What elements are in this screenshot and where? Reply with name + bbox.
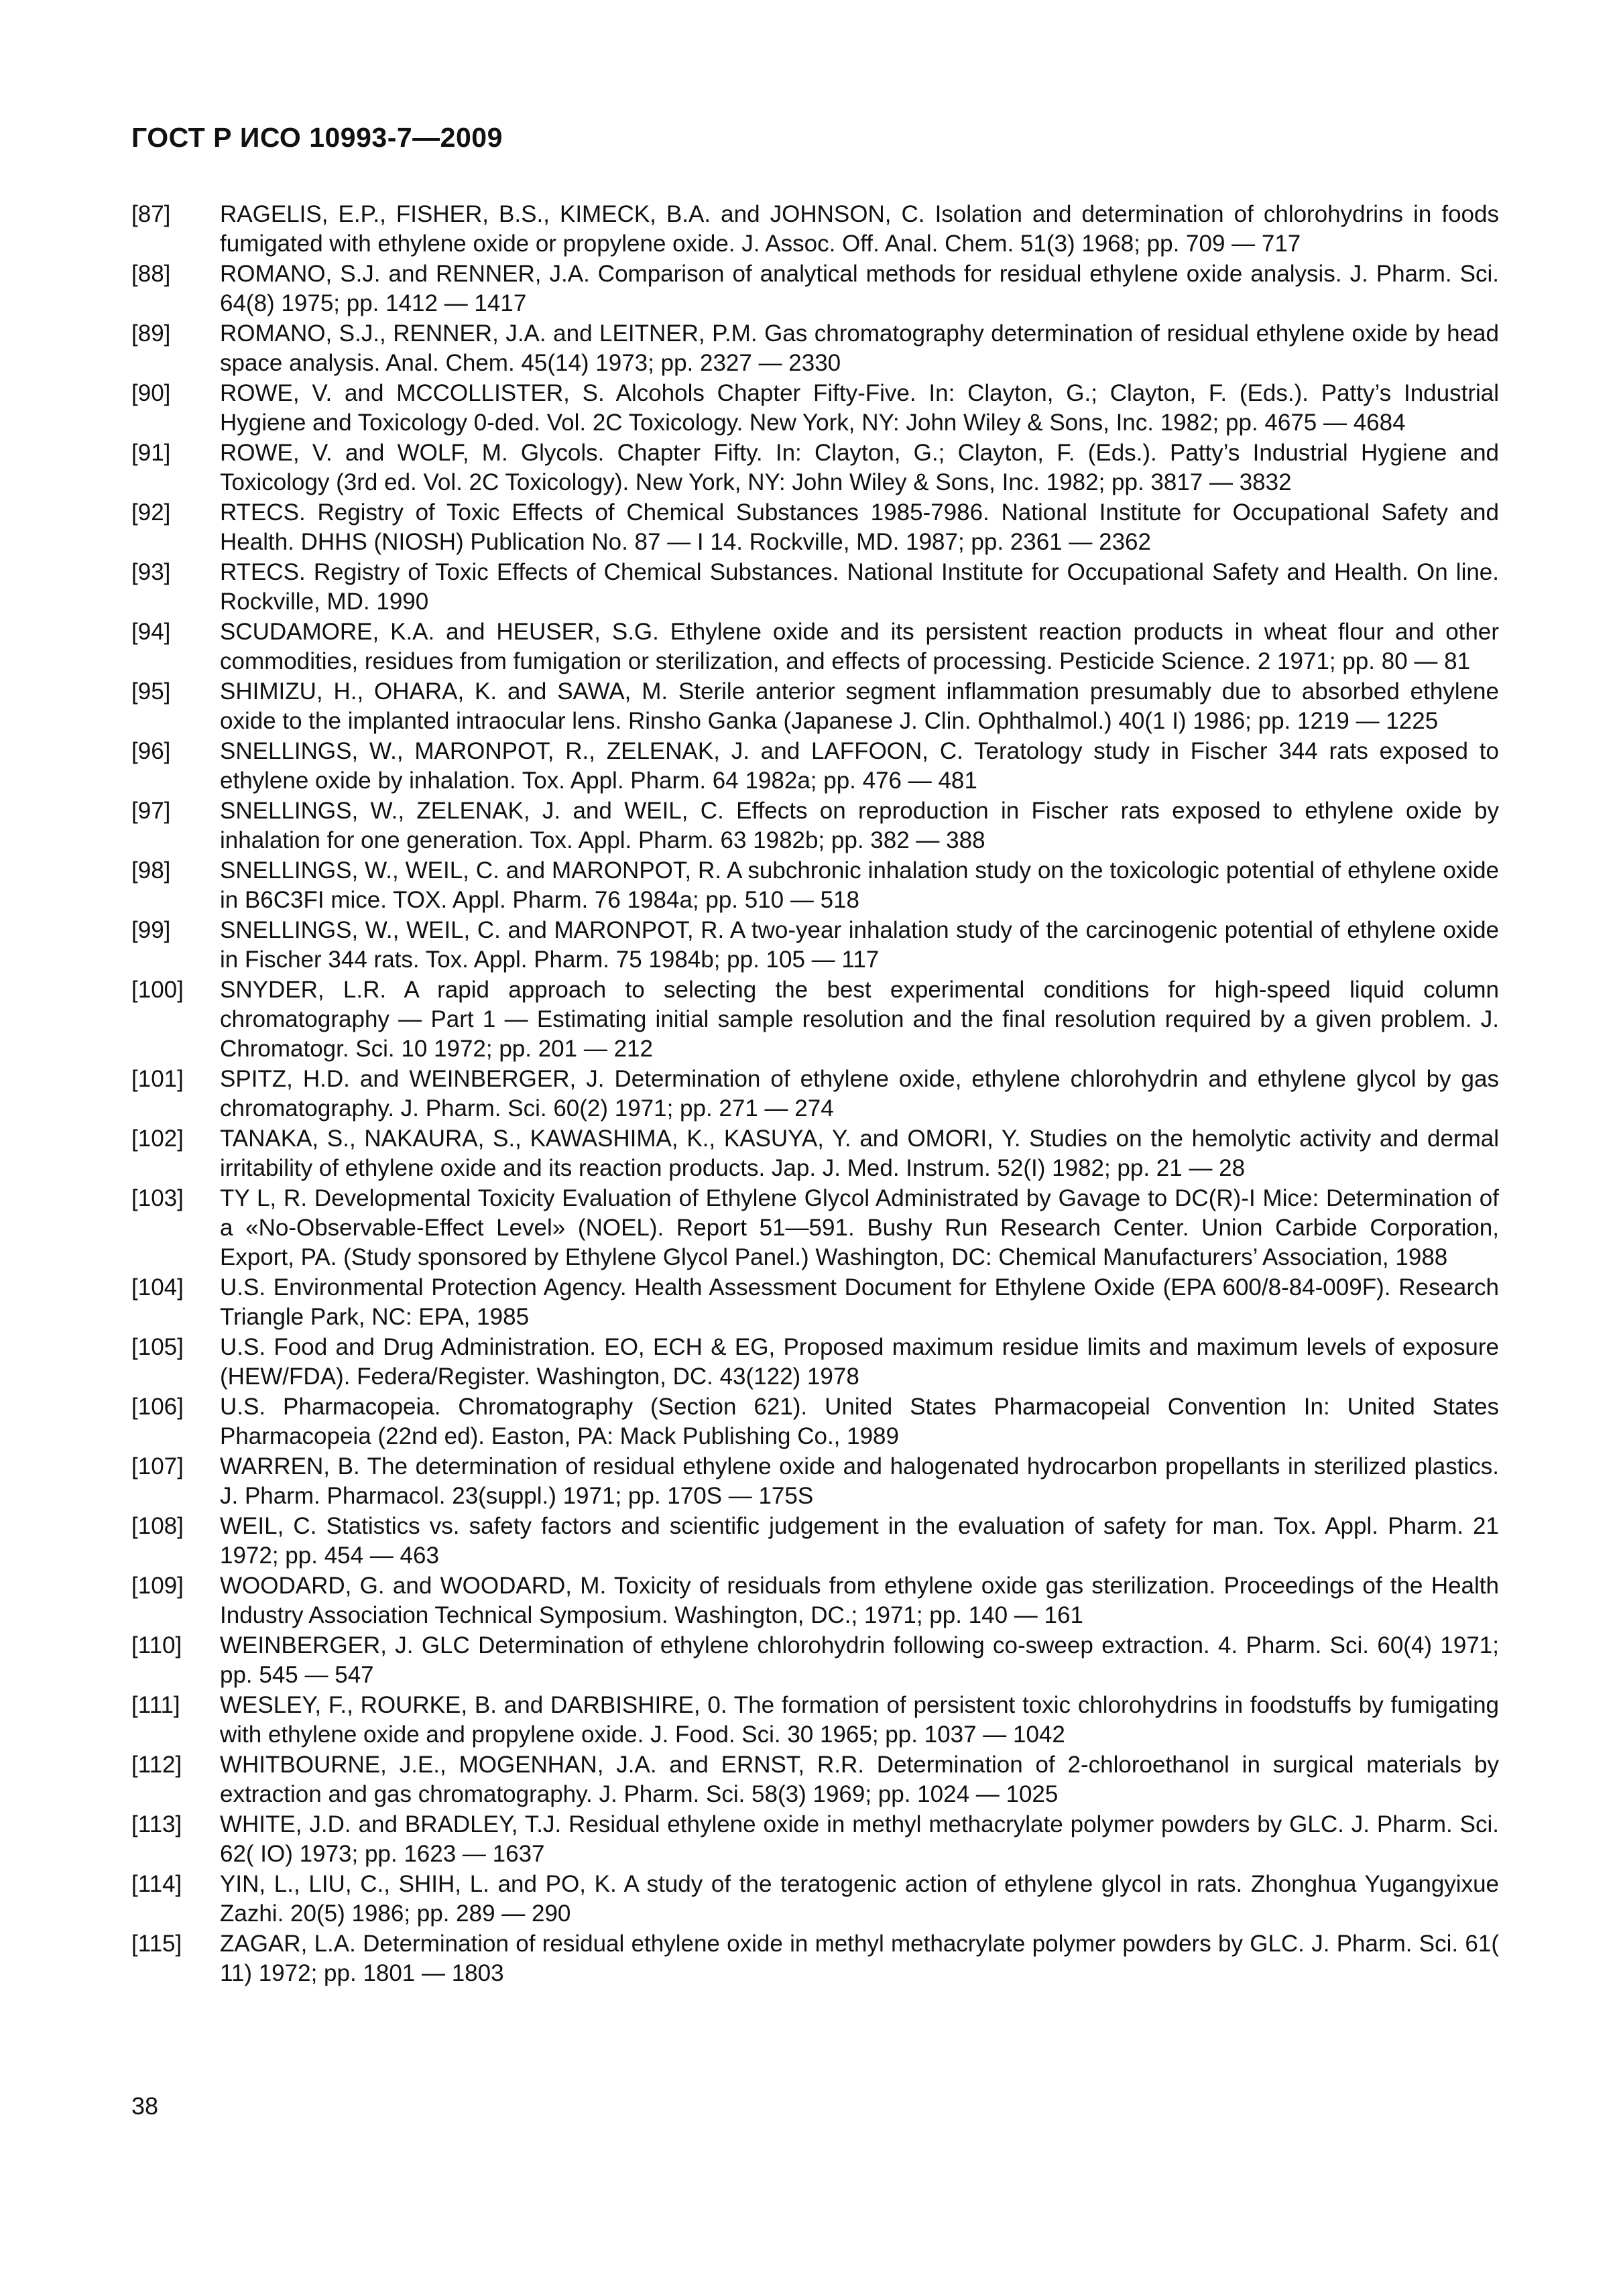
reference-text: WEIL, C. Statistics vs. safety factors and scientific judgement in the evaluation of safety for man. Tox. Appl. Pharm. 21 1972; pp. 454 — 463 — [220, 1513, 1499, 1569]
reference-text: WESLEY, F., ROURKE, B. and DARBISHIRE, 0. The formation of persistent toxic chlorohydrins in foodstuffs by fumigating with ethylene oxide and propylene oxide. J. Food. Sci. 30 1965; pp. 1037 — 1042 — [220, 1692, 1499, 1748]
reference-entry — [131, 1124, 1499, 1183]
reference-number: [109] — [131, 1573, 184, 1599]
reference-entry — [131, 916, 1499, 975]
reference-list — [131, 200, 1499, 1989]
reference-text: WARREN, B. The determination of residual ethylene oxide and halogenated hydrocarbon propellants in sterilized plastics. J. Pharm. Pharmacol. 23(suppl.) 1971; pp. 170S — 175S — [220, 1453, 1499, 1509]
reference-number: [98] — [131, 857, 171, 884]
reference-text: SHIMIZU, H., OHARA, K. and SAWA, M. Sterile anterior segment inflammation presumably due to absorbed ethylene oxide to the implanted intraocular lens. Rinsho Ganka (Japanese J. Clin. Ophthalmol.) 40(1 I) 1986; pp. 1219 — 1225 — [220, 678, 1499, 734]
reference-entry — [131, 1452, 1499, 1511]
reference-text: SCUDAMORE, K.A. and HEUSER, S.G. Ethylene oxide and its persistent reaction products in wheat flour and other commodities, residues from fumigation or sterilization, and effects of processing. Pesticide Science. 2 1971; pp. 80 — 81 — [220, 619, 1499, 674]
reference-entry — [131, 1273, 1499, 1332]
reference-number: [104] — [131, 1274, 184, 1301]
reference-text: SNYDER, L.R. A rapid approach to selecting the best experimental conditions for high-speed liquid column chromatography — Part 1 — Estimating initial sample resolution and the final resolution required by a given problem. J. Chromatogr. Sci. 10 1972; pp. 201 — 212 — [220, 977, 1499, 1062]
reference-number: [89] — [131, 320, 171, 347]
reference-text: WHITBOURNE, J.E., MOGENHAN, J.A. and ERNST, R.R. Determination of 2-chloroethanol in surgical materials by extraction and gas chromatography. J. Pharm. Sci. 58(3) 1969; pp. 1024 — 1025 — [220, 1752, 1499, 1807]
reference-number: [97] — [131, 798, 171, 824]
reference-entry — [131, 1333, 1499, 1392]
reference-text: U.S. Food and Drug Administration. EO, ECH & EG, Proposed maximum residue limits and maximum levels of exposure (HEW/FDA). Federa/Register. Washington, DC. 43(122) 1978 — [220, 1334, 1499, 1390]
reference-entry — [131, 856, 1499, 915]
reference-number: [103] — [131, 1185, 184, 1211]
reference-entry — [131, 1571, 1499, 1630]
reference-number: [112] — [131, 1752, 182, 1778]
reference-text: WOODARD, G. and WOODARD, M. Toxicity of residuals from ethylene oxide gas sterilization. Proceedings of the Health Industry Association Technical Symposium. Washington, DC.; 1971; pp. 140 — 161 — [220, 1573, 1499, 1628]
reference-number: [111] — [131, 1692, 180, 1718]
reference-entry — [131, 737, 1499, 796]
reference-text: RTECS. Registry of Toxic Effects of Chemical Substances. National Institute for Occupational Safety and Health. On line. Rockville, MD. 1990 — [220, 559, 1499, 615]
reference-entry — [131, 498, 1499, 557]
reference-text: ROWE, V. and WOLF, M. Glycols. Chapter Fifty. In: Clayton, G.; Clayton, F. (Eds.). Patty’s Industrial Hygiene and Toxicology (3rd ed. Vol. 2C Toxicology). New York, NY: John Wiley & Sons, Inc. 1982; pp. 3817 — 3832 — [220, 440, 1499, 495]
reference-entry — [131, 796, 1499, 855]
reference-number: [105] — [131, 1334, 184, 1360]
reference-number: [110] — [131, 1632, 182, 1658]
page-header: ГОСТ Р ИСО 10993-7—2009 — [131, 122, 503, 153]
reference-number: [90] — [131, 380, 171, 406]
reference-entry — [131, 1631, 1499, 1690]
reference-number: [99] — [131, 917, 171, 943]
reference-text: ROMANO, S.J., RENNER, J.A. and LEITNER, P.M. Gas chromatography determination of residual ethylene oxide by head space analysis. Anal. Chem. 45(14) 1973; pp. 2327 — 2330 — [220, 320, 1499, 376]
reference-number: [92] — [131, 499, 171, 526]
reference-text: RAGELIS, E.P., FISHER, B.S., KIMECK, B.A. and JOHNSON, C. Isolation and determination of chlorohydrins in foods fumigated with ethylene oxide or propylene oxide. J. Assoc. Off. Anal. Chem. 51(3) 1968; pp. 709 — 717 — [220, 201, 1499, 257]
reference-text: ZAGAR, L.A. Determination of residual ethylene oxide in methyl methacrylate polymer powders by GLC. J. Pharm. Sci. 61( 11) 1972; pp. 1801 — 1803 — [220, 1931, 1499, 1986]
reference-text: ROWE, V. and MCCOLLISTER, S. Alcohols Chapter Fifty-Five. In: Clayton, G.; Clayton, F. (Eds.). Patty’s Industrial Hygiene and Toxicology 0-ded. Vol. 2C Toxicology. New York, NY: John Wiley & Sons, Inc. 1982; pp. 4675 — 4684 — [220, 380, 1499, 436]
reference-number: [108] — [131, 1513, 184, 1539]
reference-entry — [131, 558, 1499, 617]
reference-number: [95] — [131, 678, 171, 705]
page-number: 38 — [131, 2092, 159, 2120]
reference-text: U.S. Pharmacopeia. Chromatography (Section 621). United States Pharmacopeial Convention In: United States Pharmacopeia (22nd ed). Easton, PA: Mack Publishing Co., 1989 — [220, 1394, 1499, 1449]
reference-entry — [131, 379, 1499, 438]
reference-text: SNELLINGS, W., WEIL, C. and MARONPOT, R. A two-year inhalation study of the carcinogenic potential of ethylene oxide in Fischer 344 rats. Tox. Appl. Pharm. 75 1984b; pp. 105 — 117 — [220, 917, 1499, 973]
reference-text: SPITZ, H.D. and WEINBERGER, J. Determination of ethylene oxide, ethylene chlorohydrin and ethylene glycol by gas chromatography. J. Pharm. Sci. 60(2) 1971; pp. 271 — 274 — [220, 1066, 1499, 1122]
reference-text: ROMANO, S.J. and RENNER, J.A. Comparison of analytical methods for residual ethylene oxide analysis. J. Pharm. Sci. 64(8) 1975; pp. 1412 — 1417 — [220, 261, 1499, 316]
reference-number: [88] — [131, 261, 171, 287]
reference-entry — [131, 1184, 1499, 1272]
reference-entry — [131, 677, 1499, 736]
reference-entry — [131, 200, 1499, 259]
reference-entry — [131, 1065, 1499, 1124]
reference-text: U.S. Environmental Protection Agency. Health Assessment Document for Ethylene Oxide (EPA 600/8-84-009F). Research Triangle Park, NC: EPA, 1985 — [220, 1274, 1499, 1330]
reference-number: [101] — [131, 1066, 184, 1092]
reference-entry — [131, 259, 1499, 318]
reference-entry — [131, 319, 1499, 378]
reference-number: [93] — [131, 559, 171, 585]
reference-entry — [131, 1929, 1499, 1988]
reference-entry — [131, 975, 1499, 1064]
reference-text: YIN, L., LIU, C., SHIH, L. and PO, K. A study of the teratogenic action of ethylene glycol in rats. Zhonghua Yugangyixue Zazhi. 20(5) 1986; pp. 289 — 290 — [220, 1871, 1499, 1927]
reference-entry — [131, 617, 1499, 676]
reference-number: [106] — [131, 1394, 184, 1420]
reference-entry — [131, 1691, 1499, 1750]
reference-text: SNELLINGS, W., MARONPOT, R., ZELENAK, J. and LAFFOON, C. Teratology study in Fischer 344 rats exposed to ethylene oxide by inhalation. Tox. Appl. Pharm. 64 1982a; pp. 476 — 481 — [220, 738, 1499, 794]
reference-number: [115] — [131, 1931, 182, 1957]
reference-text: SNELLINGS, W., ZELENAK, J. and WEIL, C. Effects on reproduction in Fischer rats exposed to ethylene oxide by inhalation for one generation. Tox. Appl. Pharm. 63 1982b; pp. 382 — 388 — [220, 798, 1499, 853]
reference-entry — [131, 1870, 1499, 1929]
reference-text: TANAKA, S., NAKAURA, S., KAWASHIMA, K., KASUYA, Y. and OMORI, Y. Studies on the hemolytic activity and dermal irritability of ethylene oxide and its reaction products. Jap. J. Med. Instrum. 52(I) 1982; pp. 21 — 28 — [220, 1126, 1499, 1181]
reference-entry — [131, 438, 1499, 497]
reference-entry — [131, 1750, 1499, 1809]
reference-number: [114] — [131, 1871, 182, 1897]
reference-number: [91] — [131, 440, 171, 466]
reference-entry — [131, 1512, 1499, 1571]
reference-number: [100] — [131, 977, 184, 1003]
reference-text: WEINBERGER, J. GLC Determination of ethylene chlorohydrin following co-sweep extraction. 4. Pharm. Sci. 60(4) 1971; pp. 545 — 547 — [220, 1632, 1499, 1688]
reference-text: SNELLINGS, W., WEIL, C. and MARONPOT, R. A subchronic inhalation study on the toxicologic potential of ethylene oxide in B6C3FI mice. TOX. Appl. Pharm. 76 1984a; pp. 510 — 518 — [220, 857, 1499, 913]
reference-entry — [131, 1392, 1499, 1451]
reference-number: [87] — [131, 201, 171, 227]
reference-number: [96] — [131, 738, 171, 764]
reference-number: [94] — [131, 619, 171, 645]
reference-number: [113] — [131, 1811, 182, 1837]
reference-entry — [131, 1810, 1499, 1869]
reference-text: WHITE, J.D. and BRADLEY, T.J. Residual ethylene oxide in methyl methacrylate polymer powders by GLC. J. Pharm. Sci. 62( IO) 1973; pp. 1623 — 1637 — [220, 1811, 1499, 1867]
reference-number: [102] — [131, 1126, 184, 1152]
reference-number: [107] — [131, 1453, 184, 1479]
reference-text: TY L, R. Developmental Toxicity Evaluation of Ethylene Glycol Administrated by Gavage to DC(R)-I Mice: Determination of a «No-Observable-Effect Level» (NOEL). Report 51—591. Bushy Run Research Center. Union Carbide Corporation, Export, PA. (Study sponsored by Ethylene Glycol Panel.) Washington, DC: Chemical Manufacturers’ Association, 1988 — [220, 1185, 1499, 1270]
reference-text: RTECS. Registry of Toxic Effects of Chemical Substances 1985-7986. National Institute for Occupational Safety and Health. DHHS (NIOSH) Publication No. 87 — I 14. Rockville, MD. 1987; pp. 2361 — 2362 — [220, 499, 1499, 555]
